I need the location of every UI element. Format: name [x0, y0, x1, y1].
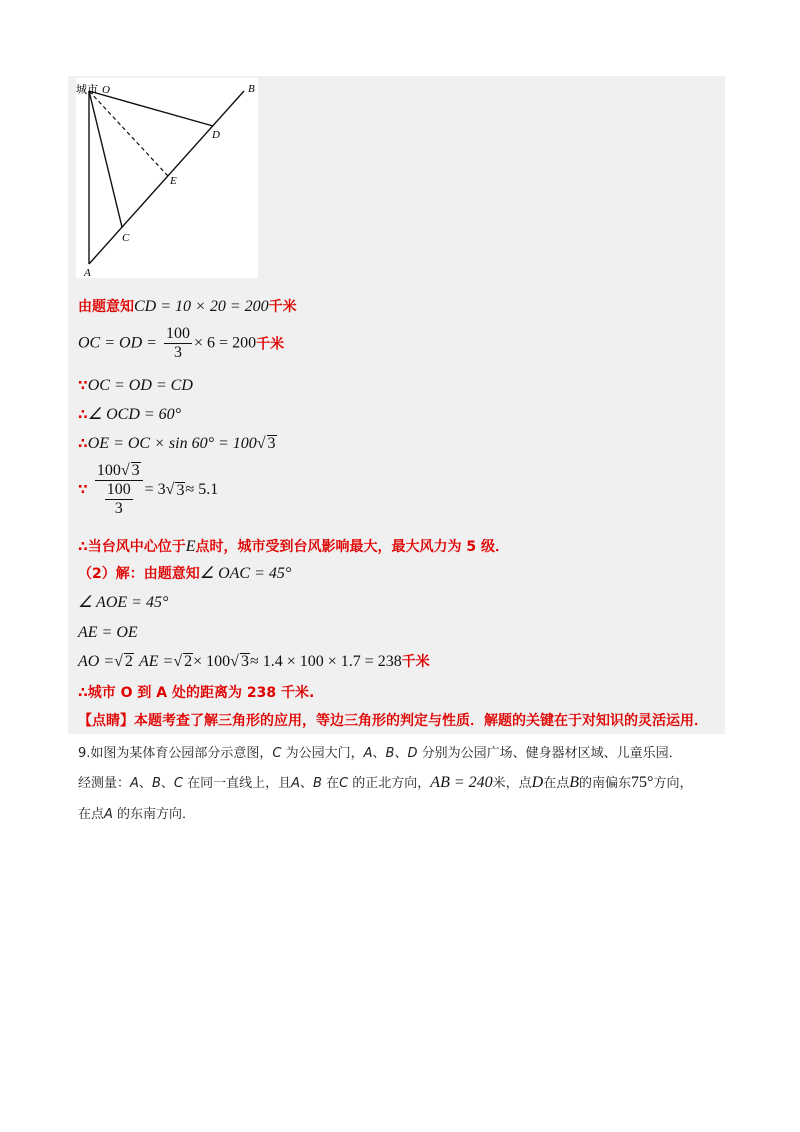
label-E: E — [170, 175, 177, 187]
label-D: D — [212, 129, 220, 141]
solution-line-6: ∵ $\frac{100√ 3}{\frac{100}{3}}$ = 3√ 3≈ 5.1 — [78, 462, 219, 517]
solution-line-3: ∵OC = OD = CD — [78, 377, 193, 394]
solution-line-13: 【点睛】本题考查了解三角形的应用，等边三角形的判定与性质．解题的关键在于对知识的灵活运用． — [78, 713, 708, 729]
solution-line-7: ∴当台风中心位于E点时，城市受到台风影响最大，最大风力为 5 级． — [78, 538, 510, 555]
problem-9-line-3: 在点A 的东南方向． — [78, 807, 196, 822]
solution-line-12: ∴城市 O 到 A 处的距离为 238 千米. — [78, 685, 315, 701]
solution-line-2: OC = OD = $\frac{100}{3}$ × 6 = 200千米 — [78, 325, 285, 361]
fraction-100-over-3: $\frac{100}{3}$ — [166, 325, 191, 361]
label-A: A — [84, 267, 91, 278]
solution-line-1: 由题意知CD = 10 × 20 = 200千米 — [78, 298, 297, 315]
solution-line-10: AE = OE — [78, 624, 138, 641]
solution-line-11: AO =√ 2 AE =√ 2× 100√ 3≈ 1.4 × 100 × 1.7 = 238千米 — [78, 653, 430, 670]
label-C: C — [122, 232, 130, 244]
solution-line-4: ∴∠ OCD = 60° — [78, 406, 182, 423]
compound-fraction: $\frac{100√ 3}{\frac{100}{3}}$ — [95, 462, 143, 518]
problem-9-line-1: 9.如图为某体育公园部分示意图，C 为公园大门，A、B、D 分别为公园广场、健身器材区域、儿童乐园． — [78, 746, 682, 761]
solution-line-8: （2）解：由题意知∠ OAC = 45° — [78, 565, 292, 582]
label-O: O — [102, 84, 110, 96]
geometry-figure — [76, 78, 258, 278]
solution-line-5: ∴OE = OC × sin 60° = 100√ 3 — [78, 435, 276, 452]
problem-9-line-2: 经测量：A、B、C 在同一直线上，且A、B 在C 的正北方向，AB = 240米，点D在点B的南偏东75°方向， — [78, 774, 693, 791]
solution-line-9: ∠ AOE = 45° — [78, 594, 169, 611]
label-B: B — [248, 83, 255, 95]
city-label: 城市 — [76, 83, 98, 96]
